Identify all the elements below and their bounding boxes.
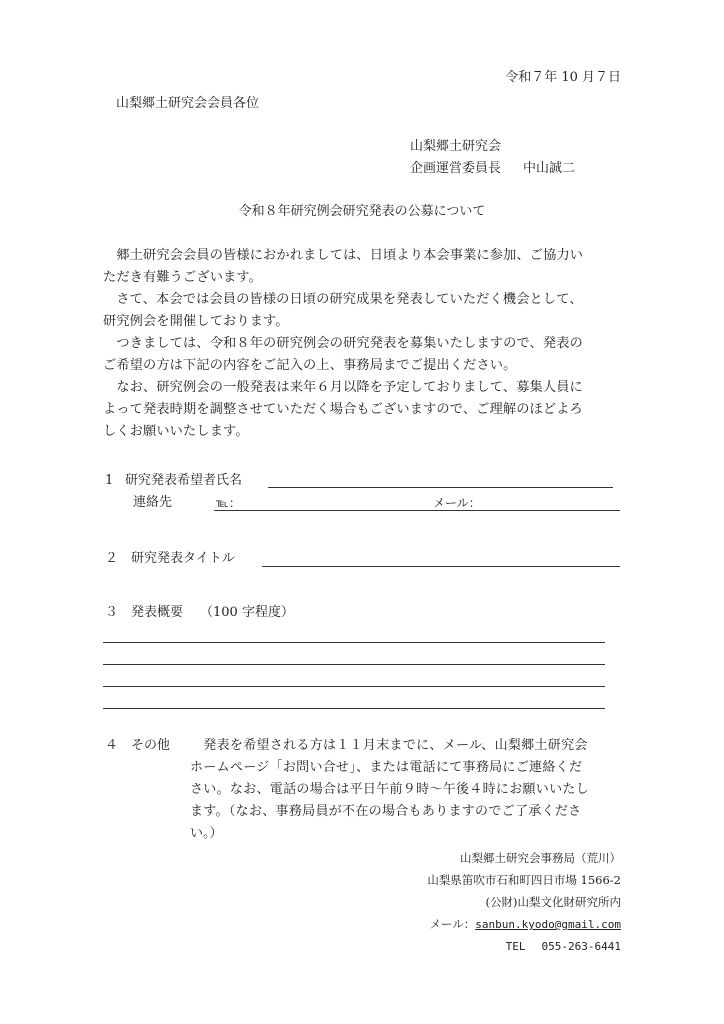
summary-input-line[interactable] — [103, 708, 605, 709]
summary-input-line[interactable] — [103, 664, 605, 665]
body-line: ご希望の方は下記の内容をご記入の上、事務局までご提出ください。 — [103, 358, 517, 373]
item-4-label: その他 — [131, 738, 171, 753]
body-line: しくお願いいたします。 — [103, 424, 249, 439]
body-line: 研究例会を開催しております。 — [103, 314, 289, 329]
email-link[interactable]: sanbun.kyodo@gmail.com — [475, 918, 621, 931]
item-4-text-line: い。） — [190, 826, 223, 841]
item-2-label: 研究発表タイトル — [131, 551, 235, 566]
footer-email-line — [430, 916, 621, 933]
footer-tel-number: 055-263-6441 — [541, 940, 621, 953]
footer-tel-label: TEL — [505, 940, 526, 953]
item-3-note: （100 字程度） — [200, 605, 294, 620]
summary-input-line[interactable] — [103, 686, 605, 687]
footer-mail-label: メール： — [429, 917, 476, 931]
tel-label: ℡： — [216, 496, 241, 510]
item-2-number: ２ — [105, 551, 119, 566]
document-date: 令和７年 10 月７日 — [505, 70, 621, 85]
body-line: なお、研究例会の一般発表は来年６月以降を予定しておりまして、募集人員に — [103, 380, 583, 395]
item-4-number: ４ — [105, 738, 119, 753]
item-4-text-line: 発表を希望される方は１１月末までに、メール、山梨郷土研究会 — [190, 738, 588, 753]
sender-title: 企画運営委員長 — [410, 161, 502, 176]
sender-line — [410, 158, 575, 180]
body-line: 郷土研究会会員の皆様におかれましては、日頃より本会事業に参加、ご協力い — [103, 248, 584, 263]
name-input-line[interactable] — [268, 487, 613, 488]
item-4-text-line: ます。（なお、事務局員が不在の場合もありますのでご了承くださ — [190, 804, 582, 819]
title-input-line[interactable] — [262, 566, 620, 567]
body-line: さて、本会では会員の皆様の日頃の研究成果を発表していただく機会として、 — [103, 292, 583, 307]
item-4-text-line: さい。なお、電話の場合は平日午前９時～午後４時にお願いいたし — [190, 782, 590, 797]
sender-name: 中山誠二 — [523, 161, 576, 176]
item-1-label: 研究発表希望者氏名 — [125, 473, 243, 488]
mail-label: メール： — [433, 496, 481, 510]
item-3-number: ３ — [105, 605, 119, 620]
contact-label: 連絡先 — [133, 495, 173, 510]
sender-org: 山梨郷土研究会 — [410, 139, 502, 154]
body-line: つきましては、令和８年の研究例会の研究発表を募集いたしますので、発表の — [103, 336, 583, 351]
contact-input-line[interactable] — [214, 510, 620, 511]
addressee: 山梨郷土研究会会員各位 — [116, 96, 260, 111]
item-3-label: 発表概要 — [131, 605, 184, 620]
footer-tel-line — [506, 938, 621, 955]
body-line: ただき有難うございます。 — [103, 270, 262, 285]
footer-institution: (公財)山梨文化財研究所内 — [485, 895, 621, 909]
footer-address: 山梨県笛吹市石和町四日市場 1566-2 — [427, 873, 621, 887]
document-title: 令和８年研究例会研究発表の公募について — [238, 204, 486, 219]
summary-input-line[interactable] — [103, 642, 605, 643]
item-4-text-line: ホームページ「お問い合せ」、または電話にて事務局にご連絡くだ — [190, 760, 583, 775]
body-line: よって発表時期を調整させていただく場合もございますので、ご理解のほどよろ — [103, 402, 583, 417]
item-1-number: 1 — [105, 473, 114, 488]
footer-office: 山梨郷土研究会事務局（荒川） — [460, 851, 621, 865]
